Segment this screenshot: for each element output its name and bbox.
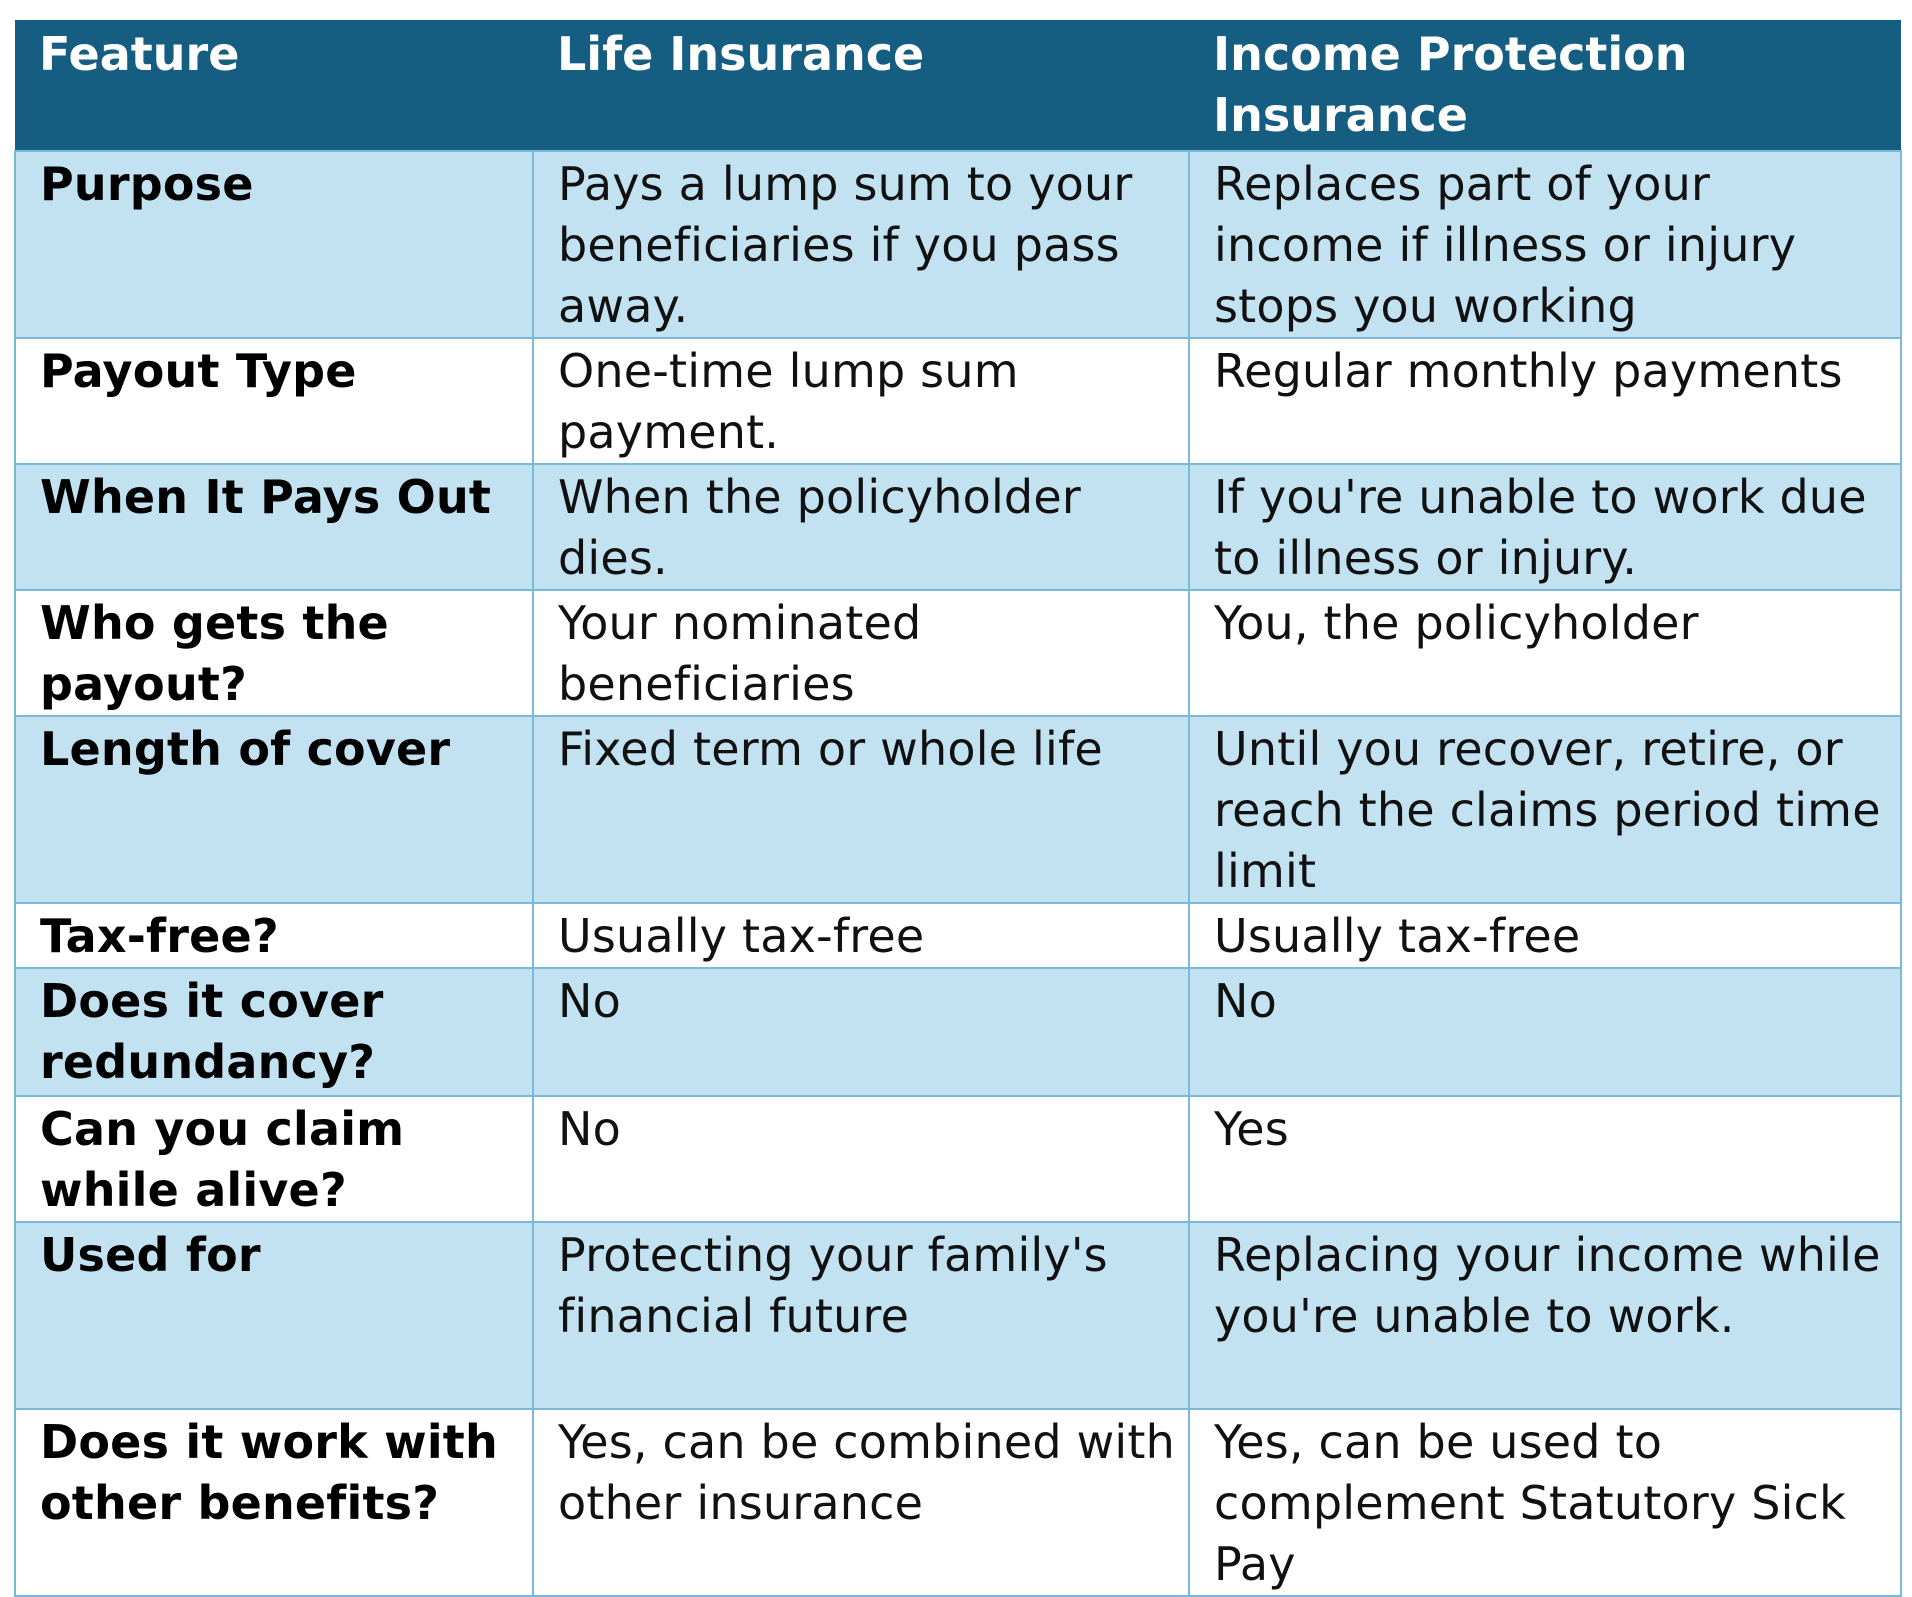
table-row	[15, 716, 1901, 903]
table-row	[15, 464, 1901, 590]
life-insurance-cell: Your nominated beneficiaries	[533, 590, 1189, 716]
life-insurance-cell: When the policyholder dies.	[533, 464, 1189, 590]
income-protection-cell: Yes, can be used to complement Statutory Sick Pay	[1189, 1409, 1901, 1596]
income-protection-cell: Regular monthly payments	[1189, 338, 1901, 464]
feature-cell: Who gets the payout?	[15, 590, 533, 716]
life-insurance-cell: Fixed term or whole life	[533, 716, 1189, 903]
feature-cell: Does it cover redundancy?	[15, 968, 533, 1096]
income-protection-cell: Usually tax-free	[1189, 903, 1901, 968]
feature-cell: Does it work with other benefits?	[15, 1409, 533, 1596]
table-row	[15, 1409, 1901, 1596]
life-insurance-cell: Yes, can be combined with other insurance	[533, 1409, 1189, 1596]
income-protection-cell: Replaces part of your income if illness or injury stops you working	[1189, 151, 1901, 338]
income-protection-cell: If you're unable to work due to illness or injury.	[1189, 464, 1901, 590]
comparison-table	[14, 20, 1902, 1597]
table-row	[15, 590, 1901, 716]
table-row	[15, 1222, 1901, 1409]
income-protection-cell: Replacing your income while you're unable to work.	[1189, 1222, 1901, 1409]
life-insurance-cell: No	[533, 1096, 1189, 1222]
life-insurance-cell: One-time lump sum payment.	[533, 338, 1189, 464]
header-income-protection: Income Protection Insurance	[1189, 20, 1901, 151]
table-row	[15, 1096, 1901, 1222]
income-protection-cell: Until you recover, retire, or reach the claims period time limit	[1189, 716, 1901, 903]
header-life-insurance: Life Insurance	[533, 20, 1189, 151]
header-feature: Feature	[15, 20, 533, 151]
header-row	[15, 20, 1901, 151]
life-insurance-cell: Usually tax-free	[533, 903, 1189, 968]
feature-cell: Can you claim while alive?	[15, 1096, 533, 1222]
feature-cell: Payout Type	[15, 338, 533, 464]
feature-cell: Used for	[15, 1222, 533, 1409]
life-insurance-cell: Protecting your family's financial future	[533, 1222, 1189, 1409]
table-row	[15, 968, 1901, 1096]
income-protection-cell: Yes	[1189, 1096, 1901, 1222]
table-row	[15, 338, 1901, 464]
income-protection-cell: You, the policyholder	[1189, 590, 1901, 716]
table-row	[15, 903, 1901, 968]
feature-cell: Tax-free?	[15, 903, 533, 968]
feature-cell: Purpose	[15, 151, 533, 338]
life-insurance-cell: No	[533, 968, 1189, 1096]
life-insurance-cell: Pays a lump sum to your beneficiaries if you pass away.	[533, 151, 1189, 338]
income-protection-cell: No	[1189, 968, 1901, 1096]
feature-cell: When It Pays Out	[15, 464, 533, 590]
feature-cell: Length of cover	[15, 716, 533, 903]
table-row	[15, 151, 1901, 338]
